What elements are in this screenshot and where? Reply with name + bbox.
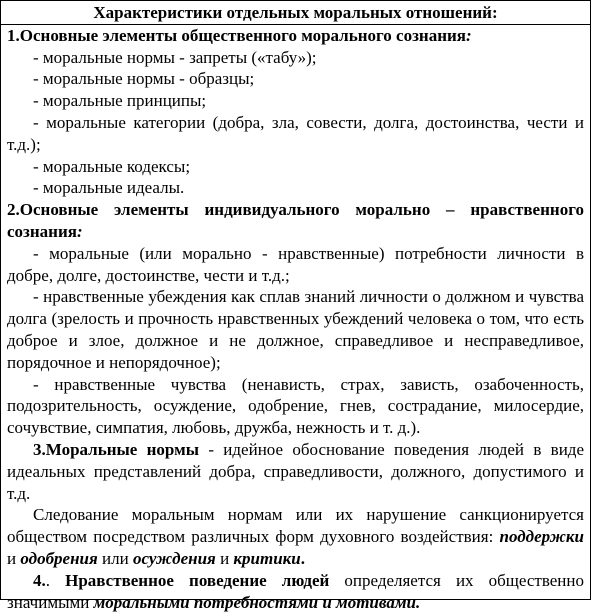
section2-item: - моральные (или морально - нравственные) потребности личности в добре, долге, достоинстве, чести и т.д.;: [7, 243, 584, 285]
section1-heading: 1.Основные элементы общественного морального сознания:: [7, 25, 472, 45]
section1-item: - моральные кодексы;: [33, 156, 191, 176]
section2-item: - нравственные чувства (ненависть, страх, зависть, озабоченность, подозрительность, осуждение, одобрение, гнев, сострадание, милосердие, сочувствие, симпатия, любовь, дружба, нежность и т. д.).: [7, 374, 584, 438]
section1-item: - моральные нормы - запреты («табу»);: [33, 47, 317, 67]
table-body: [1, 25, 590, 613]
term-motives: моральными потребностями и мотивами: [93, 592, 416, 612]
section3-heading: 3.Моральные нормы: [33, 439, 199, 459]
term-approval: одобрения: [20, 548, 98, 568]
section1-item: - моральные принципы;: [33, 91, 207, 111]
section2-heading: 2.Основные элементы индивидуального морально – нравственного сознания:: [7, 200, 584, 241]
term-condemnation: осуждения: [132, 548, 216, 568]
table-title: Характеристики отдельных моральных отношений:: [1, 1, 590, 25]
section3-paragraph-2: Следование моральным нормам или их нарушение санкционируется обществом посредством различных форм духовного воздействия: поддержки и одобрения или осуждения и критики.: [7, 505, 584, 568]
section1-item: - моральные категории (добра, зла, совести, долга, достоинства, чести и т.д.);: [7, 112, 584, 154]
section1-item: - моральные нормы - образцы;: [33, 69, 255, 89]
section2-item: - нравственные убеждения как сплав знаний личности о должном и чувства долга (зрелость и прочность нравственных убеждений человека о том, что есть доброе и злое, должное и не должное, справедливое и несправедливое, порядочное и непорядочное);: [7, 287, 584, 372]
section4-heading: Нравственное поведение людей: [65, 570, 330, 590]
section4-paragraph: 4.. Нравственное поведение людей определяется их общественно значимыми моральными потребностями и мотивами.: [7, 570, 585, 612]
term-support: поддержки: [499, 527, 584, 547]
section3-paragraph: 3.Моральные нормы - идейное обоснование поведения людей в виде идеальных представлений добра, справедливости, должного, допустимого и т.д.: [7, 439, 584, 503]
section1-item: - моральные идеалы.: [33, 178, 185, 198]
term-criticism: критики: [233, 548, 301, 568]
